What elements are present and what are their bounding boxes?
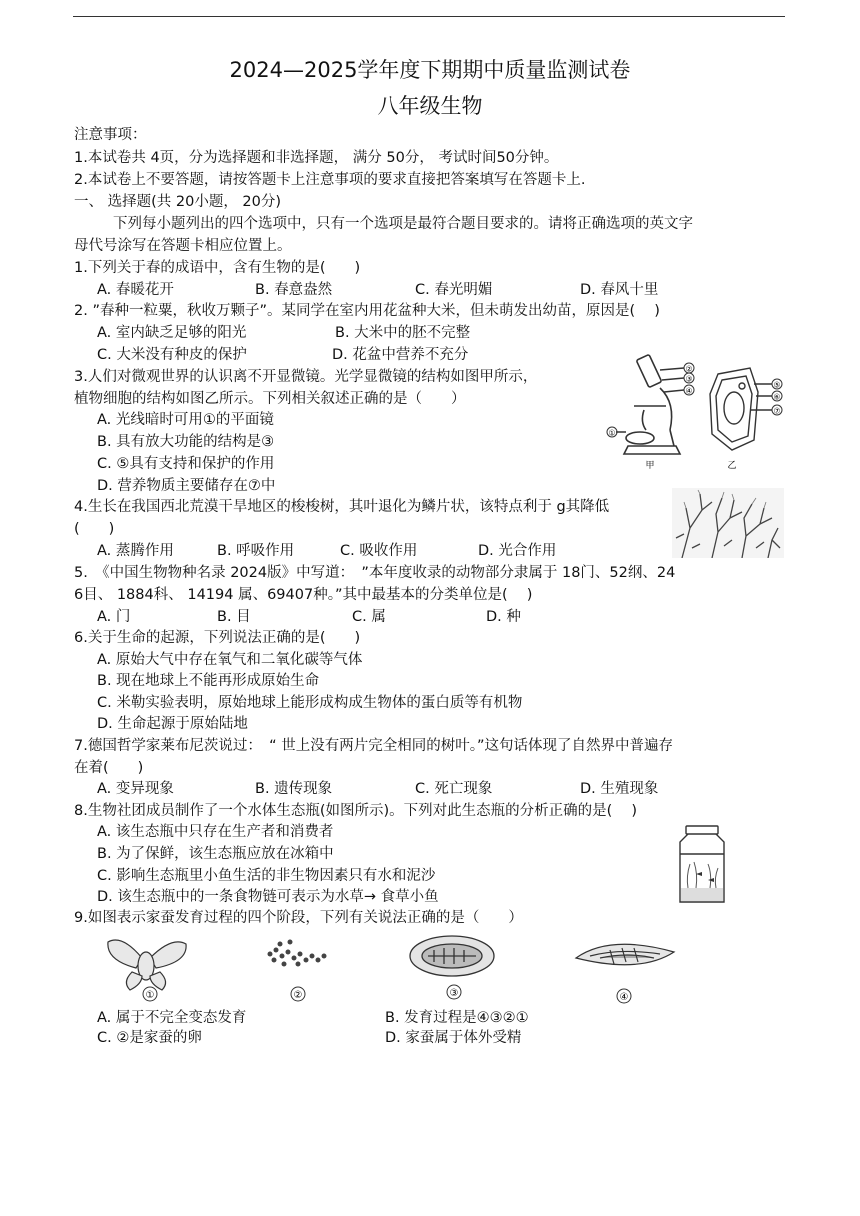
option-b: B. 现在地球上不能再形成原始生命 xyxy=(97,673,320,689)
microscope-figure xyxy=(604,348,704,472)
section-heading: 一、 选择题(共 20小题， 20分) xyxy=(74,194,282,210)
question-stem: 8.生物社团成员制作了一个水体生态瓶(如图所示)。下列对此生态瓶的分析正确的是( ) xyxy=(74,803,638,819)
exam-subtitle: 八年级生物 xyxy=(377,94,483,118)
stage-label: ② xyxy=(293,990,303,1001)
option-c: C. 米勒实验表明，原始地球上能形成构成生物体的蛋白质等有机物 xyxy=(97,695,523,711)
option-c: C. 吸收作用 xyxy=(340,543,418,559)
option-a: A. 春暖花开 xyxy=(97,282,174,298)
notice-item: 1.本试卷共 4页，分为选择题和非选择题， 满分 50分， 考试时间50分钟。 xyxy=(74,150,559,166)
option-b: B. 发育过程是④③②① xyxy=(385,1010,529,1026)
silkworm-larva-figure xyxy=(570,928,682,1004)
fig-mark: ④ xyxy=(685,386,693,396)
option-a: A. 蒸腾作用 xyxy=(97,543,174,559)
silkworm-adult-figure xyxy=(102,928,192,1004)
question-stem: 植物细胞的结构如图乙所示。下列相关叙述正确的是（ ） xyxy=(74,391,466,407)
stage-label: ① xyxy=(145,990,155,1001)
question-stem: 5. 《中国生物物种名录 2024版》中写道： ”本年度收录的动物部分隶属于 18门、52纲、24 xyxy=(74,565,676,581)
option-d: D. 营养物质主要储存在⑦中 xyxy=(97,478,276,494)
option-a: A. 门 xyxy=(97,609,131,625)
option-d: D. 家蚕属于体外受精 xyxy=(385,1030,522,1046)
notice-heading: 注意事项： xyxy=(74,127,147,143)
option-b: B. 呼吸作用 xyxy=(217,543,295,559)
option-b: B. 目 xyxy=(217,609,251,625)
saxaul-photo xyxy=(672,488,784,558)
option-c: C. ②是家蚕的卵 xyxy=(97,1030,202,1046)
option-b: B. 大米中的胚不完整 xyxy=(335,325,471,341)
fig-mark: ⑥ xyxy=(773,392,781,402)
option-b: B. 春意盎然 xyxy=(255,282,333,298)
option-a: A. 原始大气中存在氧气和二氧化碳等气体 xyxy=(97,652,363,668)
fig-mark: ② xyxy=(685,364,693,374)
question-stem: 在着( ) xyxy=(74,760,144,776)
fig-mark: ③ xyxy=(685,374,693,384)
option-d: D. 种 xyxy=(486,609,521,625)
option-a: A. 室内缺乏足够的阳光 xyxy=(97,325,247,341)
figure-label-jia: 甲 xyxy=(645,461,655,471)
question-stem: ( ) xyxy=(74,521,115,537)
eco-jar-figure xyxy=(672,824,732,906)
notice-item: 2.本试卷上不要答题，请按答题卡上注意事项的要求直接把答案填写在答题卡上. xyxy=(74,172,586,188)
question-stem: 9.如图表示家蚕发育过程的四个阶段，下列有关说法正确的是（ ） xyxy=(74,910,523,926)
question-stem: 7.德国哲学家莱布尼茨说过： “ 世上没有两片完全相同的树叶。”这句话体现了自然界中普遍存 xyxy=(74,738,673,754)
option-c: C. 大米没有种皮的保护 xyxy=(97,347,247,363)
option-d: D. 生命起源于原始陆地 xyxy=(97,716,248,732)
silkworm-egg-figure xyxy=(260,932,340,1004)
question-stem: 1.下列关于春的成语中，含有生物的是( ) xyxy=(74,260,361,276)
stage-label: ③ xyxy=(449,988,459,999)
option-a: A. 变异现象 xyxy=(97,781,174,797)
fig-mark: ⑤ xyxy=(773,380,781,390)
option-b: B. 为了保鲜，该生态瓶应放在冰箱中 xyxy=(97,846,334,862)
option-c: C. 死亡现象 xyxy=(415,781,493,797)
option-d: D. 花盆中营养不充分 xyxy=(332,347,469,363)
option-c: C. 影响生态瓶里小鱼生活的非生物因素只有水和泥沙 xyxy=(97,868,436,884)
option-a: A. 该生态瓶中只存在生产者和消费者 xyxy=(97,824,334,840)
option-a: A. 属于不完全变态发育 xyxy=(97,1010,247,1026)
option-b: B. 具有放大功能的结构是③ xyxy=(97,434,275,450)
stage-label: ④ xyxy=(619,992,629,1003)
option-b: B. 遗传现象 xyxy=(255,781,333,797)
exam-title: 2024—2025学年度下期期中质量监测试卷 xyxy=(229,58,631,82)
option-d: D. 光合作用 xyxy=(478,543,557,559)
question-stem: 3.人们对微观世界的认识离不开显微镜。光学显微镜的结构如图甲所示， xyxy=(74,369,538,385)
fig-mark: ⑦ xyxy=(773,406,781,416)
option-c: C. 春光明媚 xyxy=(415,282,493,298)
plant-cell-figure xyxy=(704,364,794,472)
option-a: A. 光线暗时可用①的平面镜 xyxy=(97,412,274,428)
option-d: D. 生殖现象 xyxy=(580,781,659,797)
figure-label-yi: 乙 xyxy=(727,461,737,471)
option-d: D. 春风十里 xyxy=(580,282,659,298)
header-rule xyxy=(73,16,785,17)
fig-mark: ① xyxy=(608,428,616,438)
option-c: C. ⑤具有支持和保护的作用 xyxy=(97,456,275,472)
silkworm-pupa-figure xyxy=(404,932,504,1004)
question-stem: 4.生长在我国西北荒漠干旱地区的梭梭树，其叶退化为鳞片状，该特点利于 g其降低 xyxy=(74,499,610,515)
question-stem: 2. ”春种一粒粟，秋收万颗子”。某同学在室内用花盆种大米，但未萌发出幼苗，原因是( ) xyxy=(74,303,660,319)
option-c: C. 属 xyxy=(352,609,386,625)
section-intro: 母代号涂写在答题卡相应位置上。 xyxy=(74,238,292,254)
question-stem: 6.关于生命的起源，下列说法正确的是( ) xyxy=(74,630,361,646)
section-intro: 下列每小题列出的四个选项中，只有一个选项是最符合题目要求的。请将正确选项的英文字 xyxy=(113,216,693,232)
option-d: D. 该生态瓶中的一条食物链可表示为水草→ 食草小鱼 xyxy=(97,889,439,905)
question-stem: 6目、 1884科、 14194 属、69407种。”其中最基本的分类单位是( ) xyxy=(74,587,533,603)
